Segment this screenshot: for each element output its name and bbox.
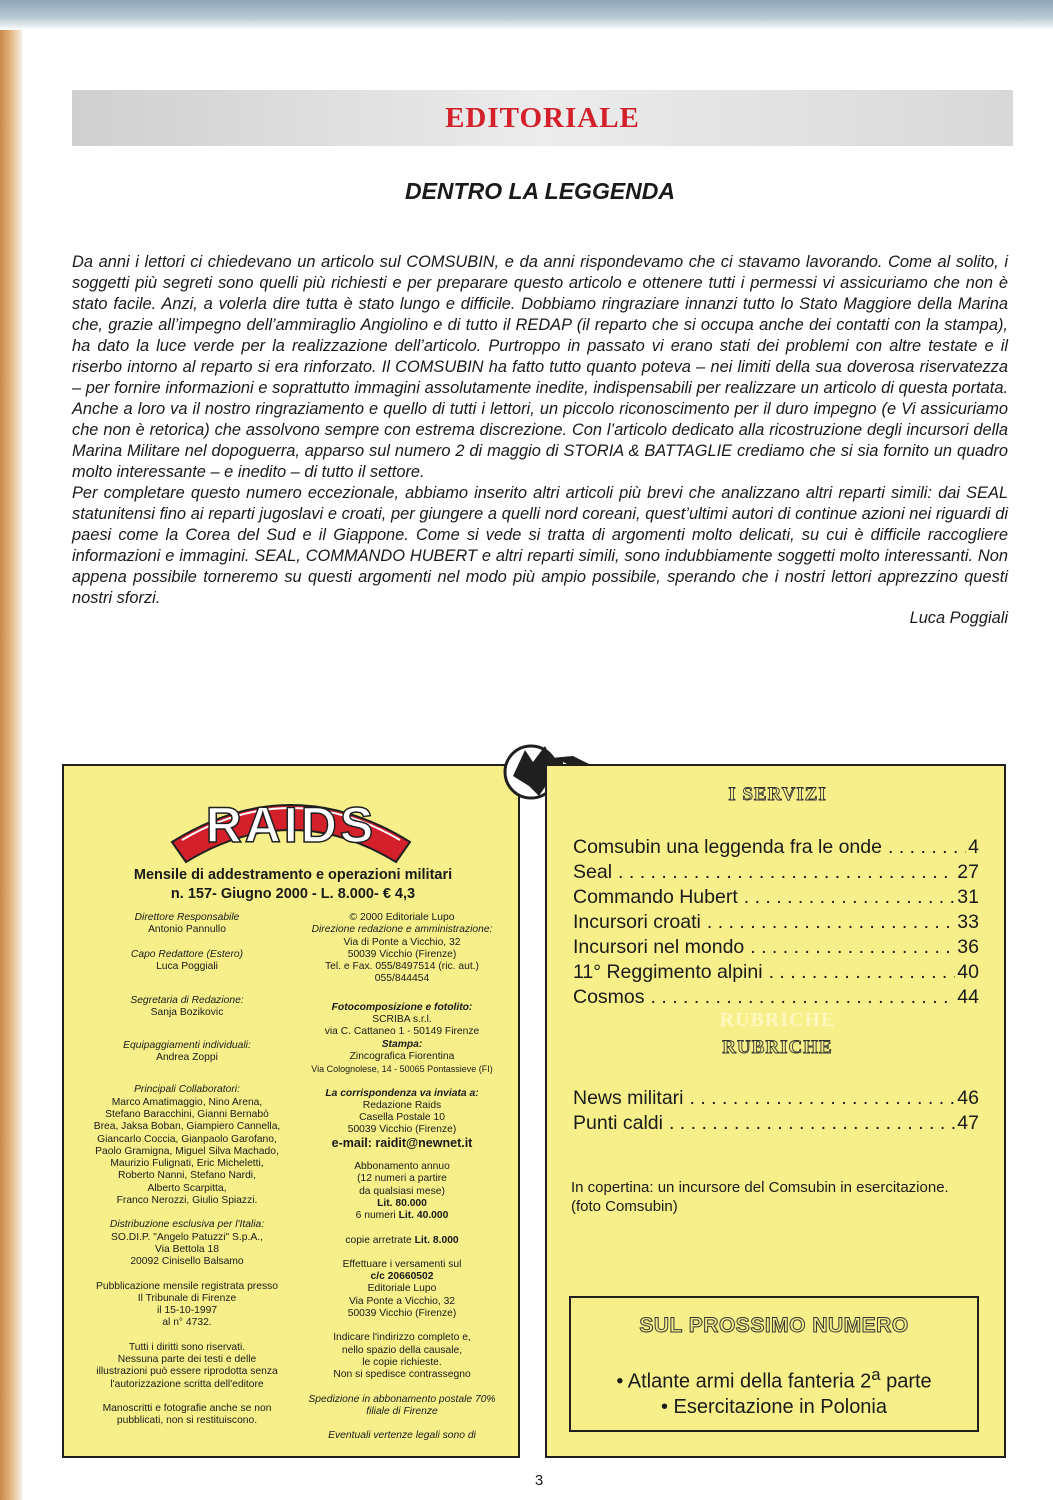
toc-item[interactable] bbox=[573, 885, 979, 910]
rights-line: illustrazioni può essere riprodotta senza bbox=[96, 1366, 278, 1378]
contents-box bbox=[545, 764, 1006, 1458]
next-issue-item: • Esercitazione in Polonia bbox=[660, 1395, 887, 1418]
next-issue-list bbox=[571, 1362, 977, 1420]
back-issues-line bbox=[296, 1235, 508, 1247]
registration-line: al n° 4732. bbox=[162, 1317, 212, 1329]
credit-label: Direzione redazione e amministrazione: bbox=[311, 924, 493, 936]
raids-logo bbox=[164, 772, 418, 864]
rubriche-title: RUBRICHE bbox=[722, 1037, 833, 1058]
toc-leader-dots bbox=[888, 835, 966, 860]
address-line: 50039 Vicchio (Firenze) bbox=[347, 1124, 457, 1136]
credit-name: Sanja Bozikovic bbox=[150, 1007, 224, 1019]
collaborator-line: Stefano Baracchini, Gianni Bernabò bbox=[105, 1108, 269, 1120]
distributor-line: 20092 Cinisello Balsamo bbox=[130, 1256, 244, 1268]
toc-item[interactable] bbox=[573, 1086, 979, 1111]
editorial-article bbox=[72, 252, 1008, 609]
manuscript-line: pubblicati, non si restituiscono. bbox=[116, 1415, 258, 1427]
registration-line: Il Tribunale di Firenze bbox=[137, 1292, 237, 1304]
toc-item-page: 40 bbox=[957, 961, 979, 983]
instruction-line: Indicare l'indirizzo completo e, bbox=[333, 1332, 471, 1344]
payment-line: Via Ponte a Vicchio, 32 bbox=[348, 1295, 456, 1307]
distributor-line: SO.DI.P. "Angelo Patuzzi" S.p.A., bbox=[111, 1231, 263, 1243]
toc-item[interactable] bbox=[573, 935, 979, 960]
toc-item-page: 33 bbox=[957, 911, 979, 933]
credit-label: Segretaria di Redazione: bbox=[130, 995, 244, 1007]
next-issue-box bbox=[569, 1296, 979, 1432]
payment-line: Editoriale Lupo bbox=[367, 1283, 437, 1295]
toc-item[interactable] bbox=[573, 835, 979, 860]
rights-line: l'autorizzazione scritta dell'editore bbox=[110, 1378, 264, 1390]
toc-item-page: 36 bbox=[957, 936, 979, 958]
top-page-edge bbox=[0, 0, 1053, 30]
toc-item-title: Comsubin una leggenda fra le onde bbox=[573, 836, 882, 858]
article-headline: DENTRO LA LEGGENDA bbox=[404, 178, 676, 204]
toc-item-title: Commando Hubert bbox=[573, 886, 738, 908]
credit-label: Principali Collaboratori: bbox=[134, 1084, 240, 1096]
toc-item-title: 11° Reggimento alpini bbox=[573, 961, 763, 983]
toc-leader-dots bbox=[669, 1111, 955, 1136]
credit-name: Antonio Pannullo bbox=[148, 924, 226, 936]
address-line: Tel. e Fax. 055/8497514 (ric. aut.) bbox=[325, 961, 479, 973]
rubriche-list bbox=[573, 1086, 979, 1136]
credit-label: Fotocomposizione e fotolito: bbox=[331, 1001, 473, 1013]
six-issues-label: 6 numeri bbox=[355, 1210, 396, 1222]
toc-item-page: 44 bbox=[957, 986, 979, 1008]
collaborator-line: Franco Nerozzi, Giulio Spiazzi. bbox=[116, 1195, 258, 1207]
collaborator-line: Giancarlo Coccia, Gianpaolo Garofano, bbox=[97, 1133, 277, 1145]
page-number: 3 bbox=[534, 1472, 544, 1489]
toc-leader-dots bbox=[744, 885, 956, 910]
toc-item-page: 4 bbox=[968, 836, 979, 858]
manuscript-line: Manoscritti e fotografie anche se non bbox=[102, 1402, 272, 1414]
registration-line: il 15-10-1997 bbox=[156, 1305, 218, 1317]
article-paragraph: Da anni i lettori ci chiedevano un articolo sul COMSUBIN, e da anni rispondevamo che ci stavamo lavorando. Come al solito, i soggetti più segreti sono quelli più richiesti e per preparare questo articolo e ottenere tutti i permessi vi assicuriamo che non è stato facile. Anzi, a volerla dire tutta è stato lungo e difficile. Dobbiamo ringraziare innanzi tutto lo Stato Maggiore della Marina che, grazie all’impegno dell’ammiraglio Angiolino e di tutto il REDAP (il reparto che si occupa anche dei contatti con la stampa), ha dato la luce verde per la realizzazione dell’articolo. Purtroppo in passato vi erano stati dei problemi con altre testate e il riserbo intorno al reparto si era rinforzato. Il COMSUBIN ha fatto tutto quanto poteva – nei limiti della sua doverosa riservatezza – per fornire informazioni e soprattutto immagini assolutamente inedite, indispensabili per realizzare un articolo di questa portata. Anche a loro va il nostro ringraziamento e quello di tutti i lettori, un piccolo riconoscimento per il duro impegno (e Vi assicuriamo che non è retorica) che assolvono sempre con estrema discrezione. Con l’articolo dedicato alla ricostruzione degli incursori della Marina Militare nel dopoguerra, apparso sul numero 2 di maggio di STORIA & BATTAGLIE crediamo che si sia fornito un quadro molto interessante – e inedito – di tutto il settore. bbox=[72, 253, 1008, 481]
services-title: I SERVIZI bbox=[728, 784, 827, 805]
payment-line: 50039 Vicchio (Firenze) bbox=[347, 1308, 457, 1320]
address-line: Via Colognolese, 14 - 50065 Pontassieve (FI) bbox=[311, 1064, 493, 1075]
toc-item-page: 46 bbox=[957, 1087, 979, 1109]
services-list bbox=[573, 835, 979, 1010]
rights-line: Nessuna parte dei testi e delle bbox=[117, 1354, 257, 1366]
address-line: 50039 Vicchio (Firenze) bbox=[347, 948, 457, 960]
postal-account: c/c 20660502 bbox=[370, 1271, 434, 1283]
address-line: SCRIBA s.r.l. bbox=[372, 1014, 432, 1026]
subscription-line: da qualsiasi mese) bbox=[359, 1185, 445, 1197]
instruction-line: nello spazio della causale, bbox=[341, 1344, 463, 1356]
toc-item-page: 27 bbox=[957, 861, 979, 883]
author-signature: Luca Poggiali bbox=[909, 609, 1008, 627]
cover-caption-line: In copertina: un incursore del Comsubin in esercitazione. bbox=[571, 1179, 949, 1196]
magazine-subtitle: Mensile di addestramento e operazioni militari bbox=[133, 867, 453, 883]
issue-text: n. 157- Giugno 2000 - L. 8.000- bbox=[170, 886, 379, 902]
credit-name: Luca Poggiali bbox=[156, 960, 218, 972]
copyright: © 2000 Editoriale Lupo bbox=[349, 912, 455, 923]
address-line: Zincografica Fiorentina bbox=[349, 1050, 455, 1062]
toc-item[interactable] bbox=[573, 960, 979, 985]
payment-line: Effettuare i versamenti sul bbox=[342, 1258, 462, 1270]
address-line: Redazione Raids bbox=[362, 1099, 442, 1111]
article-paragraph: Per completare questo numero eccezionale, abbiamo inserito altri articoli più brevi che analizzano altri reparti simili: dai SEAL statunitensi fino ai reparti jugoslavi e croati, per giungere a quelli nord coreani, quest’ultimi autori di continue azioni nei riguardi di paesi come la Corea del Sud e il Giappone. Come si vede si tratta di argomenti molto delicati, su cui è difficile raccogliere informazioni e immagini. SEAL, COMMANDO HUBERT e altri reparti simili, sono indubbiamente soggetti molto interessanti. Non appena possibile torneremo su questi argomenti nel modo più ampio possibile, sperando che i nostri lettori apprezzino questi nostri sforzi. bbox=[72, 484, 1008, 607]
left-page-edge bbox=[0, 30, 22, 1500]
raids-logo-text: RAIDS bbox=[205, 797, 377, 853]
email-address[interactable]: e-mail: raidit@newnet.it bbox=[331, 1135, 473, 1150]
toc-leader-dots bbox=[651, 985, 956, 1010]
credit-label: Distribuzione esclusiva per l'Italia: bbox=[109, 1219, 265, 1231]
collaborator-line: Maurizio Fulignati, Eric Micheletti, bbox=[110, 1158, 264, 1170]
shipping-line: filiale di Firenze bbox=[366, 1405, 438, 1417]
address-line: 055/844454 bbox=[374, 973, 430, 985]
editorial-banner-title: EDITORIALE bbox=[445, 102, 640, 134]
collaborator-line: Alberto Scarpitta, bbox=[147, 1182, 227, 1194]
toc-leader-dots bbox=[750, 935, 955, 960]
legal-line: Eventuali vertenze legali sono di bbox=[328, 1430, 476, 1442]
instruction-line: Non si spedisce contrassegno bbox=[333, 1369, 471, 1381]
cover-caption-credit: (foto Comsubin) bbox=[571, 1198, 678, 1215]
toc-item-title: News militari bbox=[573, 1087, 684, 1109]
toc-leader-dots bbox=[690, 1086, 956, 1111]
credit-label: Equipaggiamenti individuali: bbox=[123, 1039, 251, 1051]
collaborator-line: Brea, Jaksa Boban, Giampiero Cannella, bbox=[93, 1121, 281, 1133]
toc-item[interactable] bbox=[573, 860, 979, 885]
issue-line bbox=[64, 886, 522, 902]
toc-leader-dots bbox=[707, 910, 955, 935]
collaborator-line: Marco Amatimaggio, Nino Arena, bbox=[111, 1096, 263, 1108]
toc-leader-dots bbox=[618, 860, 955, 885]
toc-leader-dots bbox=[769, 960, 956, 985]
subscription-price: Lit. 80.000 bbox=[377, 1197, 427, 1209]
subscription-line: Abbonamento annuo bbox=[354, 1161, 450, 1173]
toc-item-page: 47 bbox=[957, 1112, 979, 1134]
credit-label: Stampa: bbox=[381, 1038, 423, 1050]
masthead-right-column bbox=[296, 912, 508, 1454]
cover-caption bbox=[571, 1178, 991, 1216]
next-issue-item-sup: a bbox=[871, 1365, 881, 1384]
rights-line: Tutti i diritti sono riservati. bbox=[128, 1341, 246, 1353]
six-issues-price: Lit. 40.000 bbox=[398, 1210, 449, 1222]
registration-line: Pubblicazione mensile registrata presso bbox=[95, 1280, 278, 1292]
subscription-line: (12 numeri a partire bbox=[357, 1173, 447, 1185]
toc-item[interactable] bbox=[573, 910, 979, 935]
back-issues-price: Lit. 8.000 bbox=[414, 1234, 459, 1246]
credit-label: Direttore Responsabile bbox=[134, 912, 240, 923]
rubriche-ghost-title: RUBRICHE bbox=[719, 1009, 836, 1031]
back-issues-label: copie arretrate bbox=[345, 1234, 412, 1246]
toc-item-title: Punti caldi bbox=[573, 1112, 663, 1134]
shipping-line: Spedizione in abbonamento postale 70% bbox=[308, 1393, 496, 1405]
toc-item[interactable] bbox=[573, 985, 979, 1010]
instruction-line: le copie richieste. bbox=[362, 1356, 442, 1368]
credit-label: Capo Redattore (Estero) bbox=[130, 948, 244, 960]
next-issue-item-text: • Atlante armi della fanteria 2 bbox=[616, 1370, 872, 1393]
euro-price: € 4,3 bbox=[382, 886, 416, 902]
toc-item-title: Incursori nel mondo bbox=[573, 936, 745, 958]
next-issue-item bbox=[571, 1362, 977, 1395]
toc-item-title: Seal bbox=[573, 861, 613, 883]
address-line: via C. Cattaneo 1 - 50149 Firenze bbox=[324, 1026, 480, 1038]
credit-name: Andrea Zoppi bbox=[156, 1052, 218, 1064]
six-issues-line bbox=[296, 1210, 508, 1222]
editorial-banner bbox=[72, 90, 1013, 146]
collaborator-line: Paolo Gramigna, Miguel Silva Machado, bbox=[95, 1145, 279, 1157]
distributor-line: Via Bettola 18 bbox=[155, 1243, 219, 1255]
toc-item[interactable] bbox=[573, 1111, 979, 1136]
toc-item-title: Incursori croati bbox=[573, 911, 701, 933]
next-issue-title: SUL PROSSIMO NUMERO bbox=[639, 1314, 909, 1337]
next-issue-item-suffix: parte bbox=[880, 1370, 932, 1393]
address-line: Via di Ponte a Vicchio, 32 bbox=[343, 936, 461, 948]
collaborator-line: Roberto Nanni, Stefano Nardi, bbox=[118, 1170, 256, 1182]
address-line: Casella Postale 10 bbox=[359, 1112, 445, 1124]
toc-item-title: Cosmos bbox=[573, 986, 645, 1008]
credit-label: La corrispondenza va inviata a: bbox=[325, 1087, 479, 1099]
masthead-left-column bbox=[84, 912, 290, 1440]
masthead-box bbox=[62, 764, 520, 1458]
toc-item-page: 31 bbox=[957, 886, 979, 908]
